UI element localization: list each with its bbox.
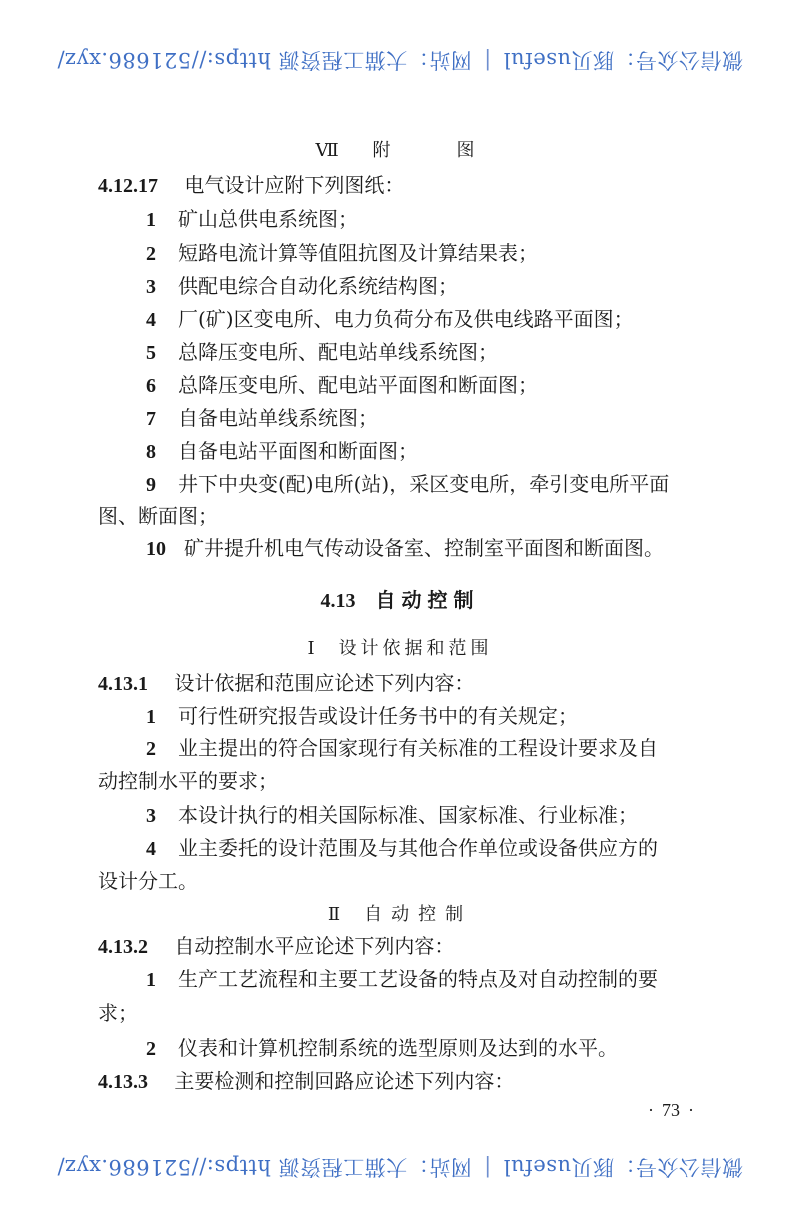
item-number: 7: [146, 408, 156, 430]
item-number: 3: [146, 276, 156, 298]
item-number: 8: [146, 441, 156, 463]
item-number: 2: [146, 1038, 156, 1060]
item-number: 4: [146, 838, 156, 860]
item-number: 1: [146, 706, 156, 728]
clause-4-13-1: [0, 670, 800, 697]
list-item-continuation: 动控制水平的要求；: [98, 769, 278, 793]
section-ii-heading: [0, 902, 800, 928]
watermark-wechat: 微信公众号：豚贝useful: [503, 1155, 744, 1179]
list-item: [0, 240, 800, 267]
item-text: 自备电站单线系统图；: [178, 406, 378, 430]
list-item-continuation: 设计分工。: [98, 869, 198, 893]
list-item: [0, 206, 800, 233]
clause-number: 4.13.3: [98, 1071, 148, 1093]
clause-text: 自动控制水平应论述下列内容：: [174, 934, 455, 958]
clause-text: 设计依据和范围应论述下列内容：: [174, 671, 475, 695]
item-number: 10: [146, 538, 166, 560]
page-number: [640, 1100, 702, 1121]
section-title: 附 图: [372, 140, 485, 161]
clause-4-13-2: [0, 933, 800, 960]
item-number: 1: [146, 969, 156, 991]
item-number: 9: [146, 474, 156, 496]
item-text: 短路电流计算等值阻抗图及计算结果表；: [178, 241, 538, 265]
clause-text: 电气设计应附下列图纸：: [184, 173, 405, 197]
list-item: [0, 835, 800, 862]
item-text: 业主委托的设计范围及与其他合作单位或设备供应方的: [178, 836, 658, 860]
list-item-continuation: 求；: [98, 1001, 138, 1025]
clause-number: 4.13.2: [98, 936, 148, 958]
item-text: 供配电综合自动化系统结构图；: [178, 274, 458, 298]
watermark-separator: |: [483, 49, 492, 73]
clause-number: 4.12.17: [98, 175, 158, 197]
section-roman: Ⅰ: [307, 638, 315, 659]
list-item: [0, 306, 800, 333]
list-item: [0, 535, 800, 562]
clause-number: 4.13.1: [98, 673, 148, 695]
list-item: [0, 703, 800, 730]
item-number: 2: [146, 738, 156, 760]
item-text: 本设计执行的相关国际标准、国家标准、行业标准；: [178, 803, 638, 827]
item-text: 可行性研究报告或设计任务书中的有关规定；: [178, 704, 578, 728]
list-item-continuation: 图、断面图；: [98, 504, 218, 528]
item-text: 生产工艺流程和主要工艺设备的特点及对自动控制的要: [178, 967, 658, 991]
watermark-wechat: 微信公众号：豚贝useful: [503, 48, 744, 72]
watermark-site: 网站：大猫工程资源 https://521686.xyz/: [56, 48, 472, 72]
item-text: 仪表和计算机控制系统的选型原则及达到的水平。: [178, 1036, 618, 1060]
item-number: 5: [146, 342, 156, 364]
item-text: 业主提出的符合国家现行有关标准的工程设计要求及自: [178, 736, 658, 760]
page-number-value: 73: [662, 1100, 680, 1120]
watermark-separator: |: [483, 1156, 492, 1180]
section-title: 自动控制: [364, 904, 473, 925]
item-number: 1: [146, 209, 156, 231]
list-item: [0, 273, 800, 300]
item-number: 2: [146, 243, 156, 265]
list-item: [0, 405, 800, 432]
page-dot-right: ·: [688, 1100, 694, 1120]
item-number: 6: [146, 375, 156, 397]
section-vii-heading: [0, 138, 800, 164]
watermark-bottom: [0, 1153, 800, 1183]
item-text: 矿井提升机电气传动设备室、控制室平面图和断面图。: [184, 536, 664, 560]
clause-text: 主要检测和控制回路应论述下列内容：: [174, 1069, 515, 1093]
list-item: [0, 339, 800, 366]
watermark-site: 网站：大猫工程资源 https://521686.xyz/: [56, 1155, 472, 1179]
list-item: [0, 735, 800, 762]
section-title: 自动控制: [375, 588, 480, 612]
page-dot-left: ·: [648, 1100, 654, 1120]
clause-4-13-3: [0, 1068, 800, 1095]
item-text: 总降压变电所、配电站平面图和断面图；: [178, 373, 538, 397]
list-item: [0, 438, 800, 465]
item-text: 井下中央变(配)电所(站)，采区变电所，牵引变电所平面: [178, 472, 670, 496]
list-item: [0, 471, 800, 498]
section-i-heading: [0, 636, 800, 662]
section-number: 4.13: [320, 590, 356, 612]
item-text: 总降压变电所、配电站单线系统图；: [178, 340, 498, 364]
list-item: [0, 966, 800, 993]
section-title: 设计依据和范围: [338, 638, 493, 659]
item-number: 3: [146, 805, 156, 827]
item-text: 自备电站平面图和断面图；: [178, 439, 418, 463]
clause-4-12-17: [0, 172, 800, 199]
item-number: 4: [146, 309, 156, 331]
section-4-13-heading: [0, 587, 800, 614]
item-text: 厂(矿)区变电所、电力负荷分布及供电线路平面图；: [178, 307, 634, 331]
list-item: [0, 802, 800, 829]
section-roman: Ⅶ: [315, 140, 339, 161]
item-text: 矿山总供电系统图；: [178, 207, 358, 231]
section-roman: Ⅱ: [327, 904, 341, 925]
list-item: [0, 372, 800, 399]
watermark-top: [0, 46, 800, 76]
list-item: [0, 1035, 800, 1062]
